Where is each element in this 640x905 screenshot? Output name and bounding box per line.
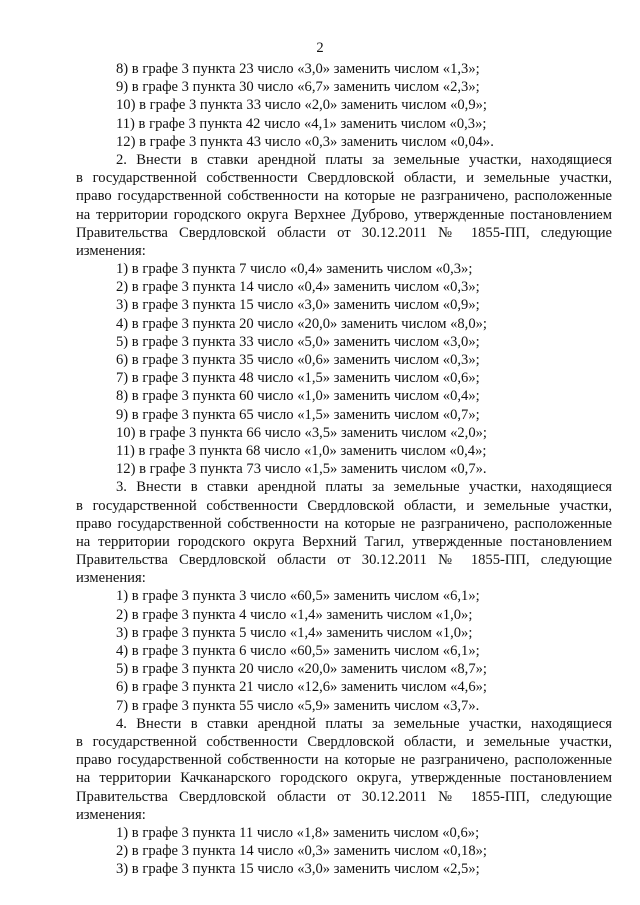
paragraph-line: Правительства Свердловской области от 30.12.2011 № 1855-ПП, следующие (76, 552, 612, 569)
paragraph (76, 151, 612, 260)
paragraph-line: право государственной собственности на которые не разграничено, расположенные (76, 752, 612, 769)
list-item: 6) в графе 3 пункта 35 число «0,6» заменить числом «0,3»; (116, 352, 480, 368)
list-item: 10) в графе 3 пункта 66 число «3,5» заменить числом «2,0»; (116, 424, 487, 441)
paragraph-line: изменения: (76, 806, 146, 823)
list-item: 4) в графе 3 пункта 20 число «20,0» заменить числом «8,0»; (116, 315, 487, 332)
item-list (76, 60, 612, 151)
list-item: 11) в графе 3 пункта 42 число «4,1» заменить числом «0,3»; (116, 115, 487, 132)
list-item: 5) в графе 3 пункта 20 число «20,0» заменить числом «8,7»; (116, 661, 487, 678)
list-item: 2) в графе 3 пункта 14 число «0,3» заменить числом «0,18»; (116, 843, 487, 860)
paragraph (76, 478, 612, 587)
list-item: 8) в графе 3 пункта 60 число «1,0» заменить числом «0,4»; (116, 388, 480, 405)
paragraph-line: в государственной собственности Свердловской области, и земельные участки, (76, 497, 612, 514)
item-list (76, 587, 612, 714)
list-item: 2) в графе 3 пункта 4 число «1,4» заменить числом «1,0»; (116, 606, 473, 623)
item-list (76, 824, 612, 879)
paragraph-line: в государственной собственности Свердловской области, и земельные участки, (76, 733, 612, 750)
paragraph (76, 715, 612, 824)
paragraph-line: Правительства Свердловской области от 30.12.2011 № 1855-ПП, следующие (76, 224, 612, 241)
list-item: 8) в графе 3 пункта 23 число «3,0» заменить числом «1,3»; (116, 61, 480, 77)
paragraph-line: на территории городского округа Верхнее Дуброво, утвержденные постановлением (76, 206, 612, 223)
paragraph-line: 4. Внести в ставки арендной платы за земельные участки, находящиеся (116, 715, 612, 732)
list-item: 3) в графе 3 пункта 15 число «3,0» заменить числом «2,5»; (116, 861, 480, 878)
list-item: 12) в графе 3 пункта 73 число «1,5» заменить числом «0,7». (116, 461, 487, 478)
list-item: 9) в графе 3 пункта 65 число «1,5» заменить числом «0,7»; (116, 406, 480, 423)
list-item: 7) в графе 3 пункта 48 число «1,5» заменить числом «0,6»; (116, 370, 480, 387)
paragraph-line: в государственной собственности Свердловской области, и земельные участки, (76, 170, 612, 187)
paragraph-line: 3. Внести в ставки арендной платы за земельные участки, находящиеся (116, 479, 612, 496)
list-item: 9) в графе 3 пункта 30 число «6,7» заменить числом «2,3»; (116, 79, 480, 96)
list-item: 11) в графе 3 пункта 68 число «1,0» заменить числом «0,4»; (116, 442, 487, 459)
list-item: 4) в графе 3 пункта 6 число «60,5» заменить числом «6,1»; (116, 643, 480, 659)
paragraph-line: право государственной собственности на которые не разграничено, расположенные (76, 515, 612, 532)
document-body (76, 60, 612, 878)
list-item: 3) в графе 3 пункта 15 число «3,0» заменить числом «0,9»; (116, 297, 480, 314)
list-item: 1) в графе 3 пункта 11 число «1,8» заменить числом «0,6»; (116, 824, 480, 841)
list-item: 5) в графе 3 пункта 33 число «5,0» заменить числом «3,0»; (116, 333, 480, 350)
paragraph-line: изменения: (76, 570, 146, 587)
page-number: 2 (316, 40, 324, 56)
paragraph-line: на территории городского округа Верхний Тагил, утвержденные постановлением (76, 533, 612, 550)
list-item: 3) в графе 3 пункта 5 число «1,4» заменить числом «1,0»; (116, 624, 473, 641)
list-item: 7) в графе 3 пункта 55 число «5,9» заменить числом «3,7». (116, 697, 480, 714)
paragraph-line: 2. Внести в ставки арендной платы за земельные участки, находящиеся (116, 151, 612, 168)
list-item: 1) в графе 3 пункта 3 число «60,5» заменить числом «6,1»; (116, 588, 480, 605)
list-item: 6) в графе 3 пункта 21 число «12,6» заменить числом «4,6»; (116, 679, 487, 696)
paragraph-line: изменения: (76, 242, 146, 259)
paragraph-line: право государственной собственности на которые не разграничено, расположенные (76, 188, 612, 205)
paragraph-line: на территории Качканарского городского округа, утвержденные постановлением (76, 770, 612, 787)
paragraph-line: Правительства Свердловской области от 30.12.2011 № 1855-ПП, следующие (76, 788, 612, 805)
item-list (76, 260, 612, 478)
list-item: 2) в графе 3 пункта 14 число «0,4» заменить числом «0,3»; (116, 279, 480, 296)
list-item: 12) в графе 3 пункта 43 число «0,3» заменить числом «0,04». (116, 133, 494, 150)
list-item: 10) в графе 3 пункта 33 число «2,0» заменить числом «0,9»; (116, 97, 487, 114)
list-item: 1) в графе 3 пункта 7 число «0,4» заменить числом «0,3»; (116, 261, 473, 278)
